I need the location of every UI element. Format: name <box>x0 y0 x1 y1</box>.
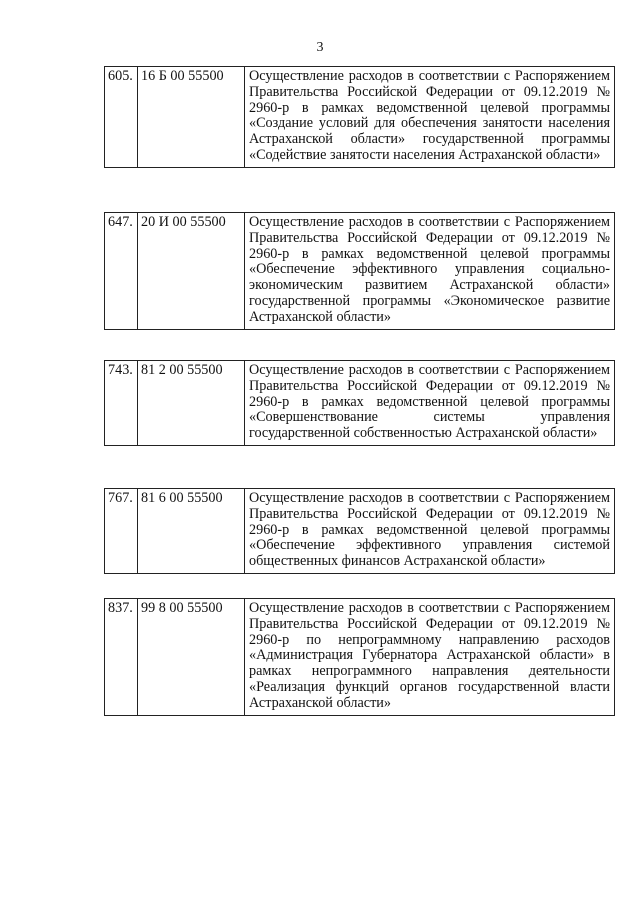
entry-description: Осуществление расходов в соответствии с Распоряжением Правительства Российской Федерации от 09.12.2019 № 2960-р в рамках ведомственной целевой программы «Создание условий для обеспечения занятости населения Астраханской области» государственной программы «Содействие занятости населения Астраханской области» <box>245 67 615 168</box>
entry-number: 743. <box>105 361 138 446</box>
table-row <box>105 361 615 446</box>
table-row <box>105 599 615 716</box>
table-row <box>105 67 615 168</box>
budget-code: 20 И 00 55500 <box>138 213 245 330</box>
entry-number: 837. <box>105 599 138 716</box>
table-row <box>105 213 615 330</box>
page-number: 3 <box>316 40 324 55</box>
entry-description: Осуществление расходов в соответствии с Распоряжением Правительства Российской Федерации от 09.12.2019 № 2960-р в рамках ведомственной целевой программы «Обеспечение эффективного управления социально-экономическим развитием Астраханской области» государственной программы «Экономическое развитие Астраханской области» <box>245 213 615 330</box>
entry-number: 767. <box>105 489 138 574</box>
entry-number: 647. <box>105 213 138 330</box>
budget-entry-647 <box>104 212 615 330</box>
entry-number: 605. <box>105 67 138 168</box>
budget-entry-837 <box>104 598 615 716</box>
table-row <box>105 489 615 574</box>
entry-description: Осуществление расходов в соответствии с Распоряжением Правительства Российской Федерации от 09.12.2019 № 2960-р в рамках ведомственной целевой программы «Обеспечение эффективного управления системой общественных финансов Астраханской области» <box>245 489 615 574</box>
budget-code: 99 8 00 55500 <box>138 599 245 716</box>
budget-code: 81 6 00 55500 <box>138 489 245 574</box>
budget-code: 16 Б 00 55500 <box>138 67 245 168</box>
budget-entry-767 <box>104 488 615 574</box>
budget-code: 81 2 00 55500 <box>138 361 245 446</box>
entry-description: Осуществление расходов в соответствии с Распоряжением Правительства Российской Федерации от 09.12.2019 № 2960-р в рамках ведомственной целевой программы «Совершенствование системы управления государственной собственностью Астраханской области» <box>245 361 615 446</box>
entry-description: Осуществление расходов в соответствии с Распоряжением Правительства Российской Федерации от 09.12.2019 № 2960-р по непрограммному направлению расходов «Администрация Губернатора Астраханской области» в рамках непрограммного направления деятельности «Реализация функций органов государственной власти Астраханской области» <box>245 599 615 716</box>
budget-entry-605 <box>104 66 615 168</box>
budget-entry-743 <box>104 360 615 446</box>
